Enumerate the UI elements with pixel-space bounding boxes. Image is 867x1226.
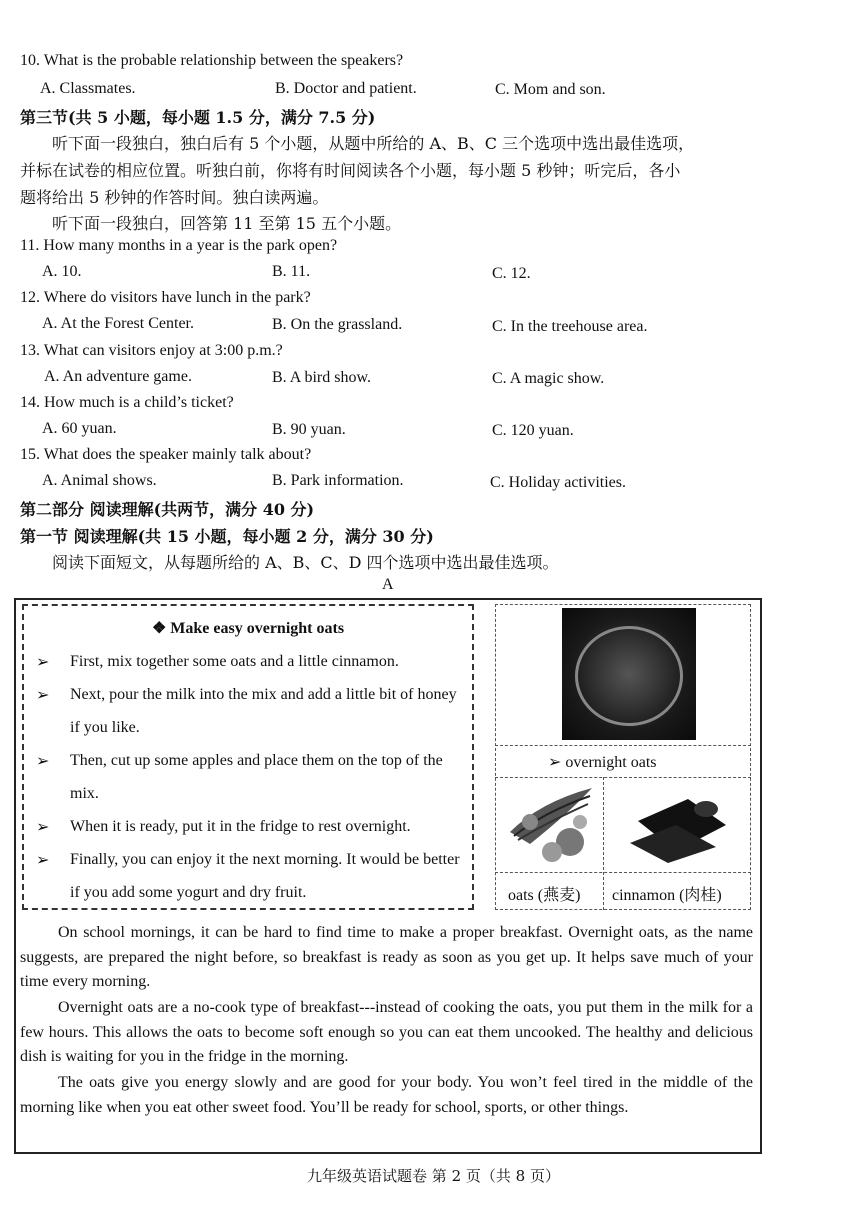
recipe-step-5: Finally, you can enjoy it the next morning. It would be better if you add some yogurt and dry fruit. [70, 851, 460, 901]
question-11: 11. How many months in a year is the park open? [20, 237, 338, 254]
q13-option-b: B. A bird show. [272, 369, 371, 386]
bullet-arrow-icon: ➢ [36, 654, 50, 671]
grid-divider [495, 777, 751, 778]
q13-option-a: A. An adventure game. [44, 368, 192, 385]
question-15: 15. What does the speaker mainly talk about? [20, 446, 312, 463]
question-12: 12. Where do visitors have lunch in the park? [20, 289, 311, 306]
q12-option-a: A. At the Forest Center. [42, 315, 194, 332]
part2-section1-title: 第一节 阅读理解(共 15 小题，每小题 2 分，满分 30 分) [20, 527, 434, 546]
bullet-arrow-icon: ➢ [36, 819, 50, 836]
bowl-rim [575, 626, 683, 726]
grid-divider [495, 872, 751, 873]
section3-title: 第三节(共 5 小题，每小题 1.5 分，满分 7.5 分) [20, 108, 376, 127]
bullet-arrow-icon: ➢ [36, 852, 50, 869]
q15-option-c: C. Holiday activities. [490, 474, 626, 491]
q14-option-a: A. 60 yuan. [42, 420, 117, 437]
passage-letter: A [382, 576, 394, 593]
q15-option-a: A. Animal shows. [42, 472, 157, 489]
q14-option-c: C. 120 yuan. [492, 422, 574, 439]
passage-paragraph-3: The oats give you energy slowly and are good for your body. You won’t feel tired in the middle of the morning like when you eat other sweet food. You’ll be ready for school, sports, or other things. [20, 1074, 753, 1116]
q12-option-c: C. In the treehouse area. [492, 318, 648, 335]
oats-caption: oats (燕麦) [508, 887, 581, 904]
recipe-step-1: First, mix together some oats and a little cinnamon. [70, 653, 399, 670]
bullet-arrow-icon: ➢ [36, 753, 50, 770]
part2-title: 第二部分 阅读理解(共两节，满分 40 分) [20, 500, 315, 519]
oats-photo [500, 782, 600, 868]
bullet-arrow-icon: ➢ [36, 687, 50, 704]
recipe-step-4: When it is ready, put it in the fridge to rest overnight. [70, 818, 411, 835]
question-14: 14. How much is a child’s ticket? [20, 394, 234, 411]
section3-instr-line1: 听下面一段独白，独白后有 5 个小题，从题中所给的 A、B、C 三个选项中选出最佳选项， [52, 134, 695, 153]
q10-option-b: B. Doctor and patient. [275, 80, 417, 97]
q10-option-a: A. Classmates. [40, 80, 136, 97]
part2-instruction: 阅读下面短文，从每题所给的 A、B、C、D 四个选项中选出最佳选项。 [52, 553, 559, 572]
section3-instr-line4: 听下面一段独白，回答第 11 至第 15 五个小题。 [52, 214, 402, 233]
recipe-step-3: Then, cut up some apples and place them on the top of the mix. [70, 752, 443, 802]
q11-option-b: B. 11. [272, 263, 311, 280]
passage-paragraph-1: On school mornings, it can be hard to find time to make a proper breakfast. Overnight oats, as the name suggests, are prepared the night before, so breakfast is ready as soon as you get up. It helps save much of your time every morning. [20, 924, 753, 990]
q13-option-c: C. A magic show. [492, 370, 605, 387]
q12-option-b: B. On the grassland. [272, 316, 403, 333]
cinnamon-caption: cinnamon (肉桂) [612, 887, 722, 904]
cinnamon-photo [618, 785, 740, 867]
grid-divider [603, 777, 604, 910]
q11-option-a: A. 10. [42, 263, 82, 280]
recipe-step-2: Next, pour the milk into the mix and add a little bit of honey if you like. [70, 686, 457, 736]
q15-option-b: B. Park information. [272, 472, 404, 489]
section3-instr-line2: 并标在试卷的相应位置。听独白前，你将有时间阅读各个小题，每小题 5 秒钟；听完后，各小 [20, 161, 681, 180]
page-footer: 九年级英语试题卷 第 2 页（共 8 页） [307, 1167, 560, 1185]
section3-instr-line3: 题将给出 5 秒钟的作答时间。独白读两遍。 [20, 188, 329, 207]
q10-option-c: C. Mom and son. [495, 81, 606, 98]
grid-divider [495, 745, 751, 746]
question-13: 13. What can visitors enjoy at 3:00 p.m.? [20, 342, 283, 359]
overnight-oats-caption: ➢ overnight oats [548, 754, 657, 771]
q11-option-c: C. 12. [492, 265, 531, 282]
recipe-title: ❖ Make easy overnight oats [151, 620, 345, 637]
passage-paragraph-2: Overnight oats are a no-cook type of breakfast---instead of cooking the oats, you put them in the milk for a few hours. This allows the oats to become soft enough so you can eat them uncooked. The healthy and delicious dish is waiting for you in the fridge in the morning. [20, 999, 753, 1065]
q14-option-b: B. 90 yuan. [272, 421, 346, 438]
question-10: 10. What is the probable relationship between the speakers? [20, 52, 404, 69]
